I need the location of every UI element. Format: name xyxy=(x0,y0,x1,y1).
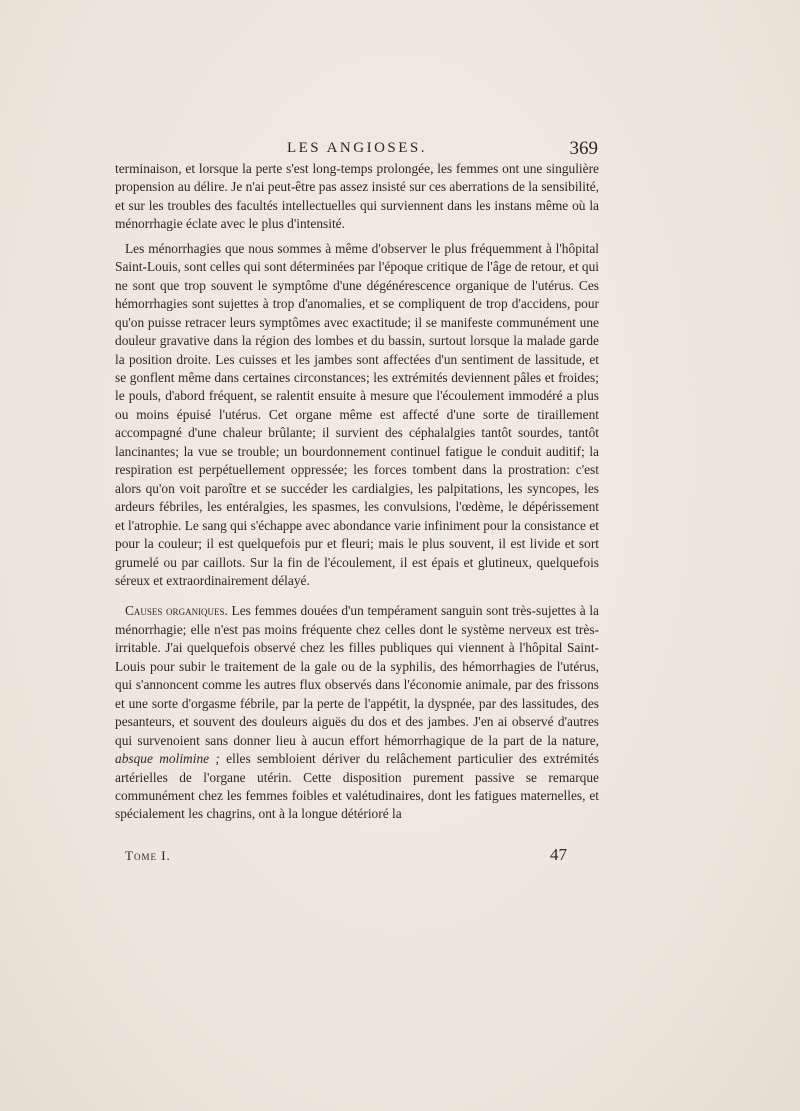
causes-text-part-1: Les femmes douées d'un tempérament sanguin sont très-sujettes à la ménorrhagie; elle n'est pas moins fréquente chez celles dont le système nerveux est très-irritable. J'ai quelquefois observé chez les filles publiques qui viennent à l'hôpital Saint-Louis pour subir le traitement de la gale ou de la syphilis, des hémorrhagies de l'utérus, qui s'annoncent comme les autres flux observés dans l'économie animale, par des frissons et une sorte d'orgasme fébrile, par la perte de l'appétit, la dyspnée, par des lassitudes, des pesanteurs, et souvent des douleurs aiguës du dos et des jambes. J'en ai observé d'autres qui survenoient sans donner lieu à aucun effort hémorrhagique de la part de la nature, xyxy=(115,603,599,748)
section-heading-causes: Causes organiques. xyxy=(125,603,228,619)
paragraph-causes xyxy=(115,602,599,823)
causes-text-part-2: elles sembloient dériver du relâchement particulier des extrémités artérielles de l'organe utérin. Cette disposition purement passive se remarque communément chez les femmes foibles et valétudinaires, dont les fatigues maternelles, et spécialement les chagrins, ont à la longue détérioré la xyxy=(115,751,599,822)
page-header xyxy=(116,138,598,162)
latin-phrase: absque molimine ; xyxy=(115,751,220,767)
running-title: LES ANGIOSES. xyxy=(286,140,427,156)
page-footer xyxy=(125,843,577,865)
body-text xyxy=(115,160,599,824)
paragraph-menorrhagies: Les ménorrhagies que nous sommes à même d'observer le plus fréquemment à l'hôpital Saint-Louis, sont celles qui sont déterminées par l'époque critique de l'âge de retour, et qui ne sont que trop souvent le symptôme d'une dégénérescence organique de l'utérus. Ces hémorrhagies sont sujettes à trop d'anomalies, et se compliquent de trop d'accidens, pour qu'on puisse retracer leurs symptômes avec exactitude; il se manifeste communément une douleur gravative dans la région des lombes et du bassin, surtout lorsque la malade garde la position droite. Les cuisses et les jambes sont affectées d'un sentiment de lassitude, et se gonflent même dans certaines circonstances; les extrémités deviennent pâles et froides; le pouls, d'abord fréquent, se ralentit ensuite à mesure que l'écoulement immodéré a plus ou moins épuisé l'utérus. Cet organe même est affecté d'une sorte de tiraillement accompagné d'une chaleur brûlante; il survient des céphalalgies tantôt sourdes, tantôt lancinantes; la vue se trouble; un bourdonnement continuel fatigue le conduit auditif; la respiration est perpétuellement oppressée; les forces tombent dans la prostration: c'est alors qu'on voit paroître et se succéder les cardialgies, les palpitations, les syncopes, les ardeurs fébriles, les entéralgies, les spasmes, les convulsions, l'œdème, le dépérissement et l'atrophie. Le sang qui s'échappe avec abondance varie infiniment pour la consistance et pour la couleur; il est quelquefois pur et fleuri; mais le plus souvent, il est livide et sort grumelé ou par caillots. Sur la fin de l'écoulement, il est épais et glutineux, quelquefois séreux et extraordinairement délayé. xyxy=(115,240,599,588)
page-number: 369 xyxy=(569,138,598,159)
paragraph-continuation: terminaison, et lorsque la perte s'est long-temps prolongée, les femmes ont une singulière propension au délire. Je n'ai peut-être pas assez insisté sur ces aberrations de la sensibilité, et sur les troubles des facultés intellectuelles qui surviennent dans les instans même où la ménorrhagie éclate avec le plus d'intensité. xyxy=(115,161,599,232)
signature-mark: 47 xyxy=(550,845,567,864)
volume-label-text: Tome I. xyxy=(125,848,171,863)
volume-label xyxy=(125,848,171,864)
